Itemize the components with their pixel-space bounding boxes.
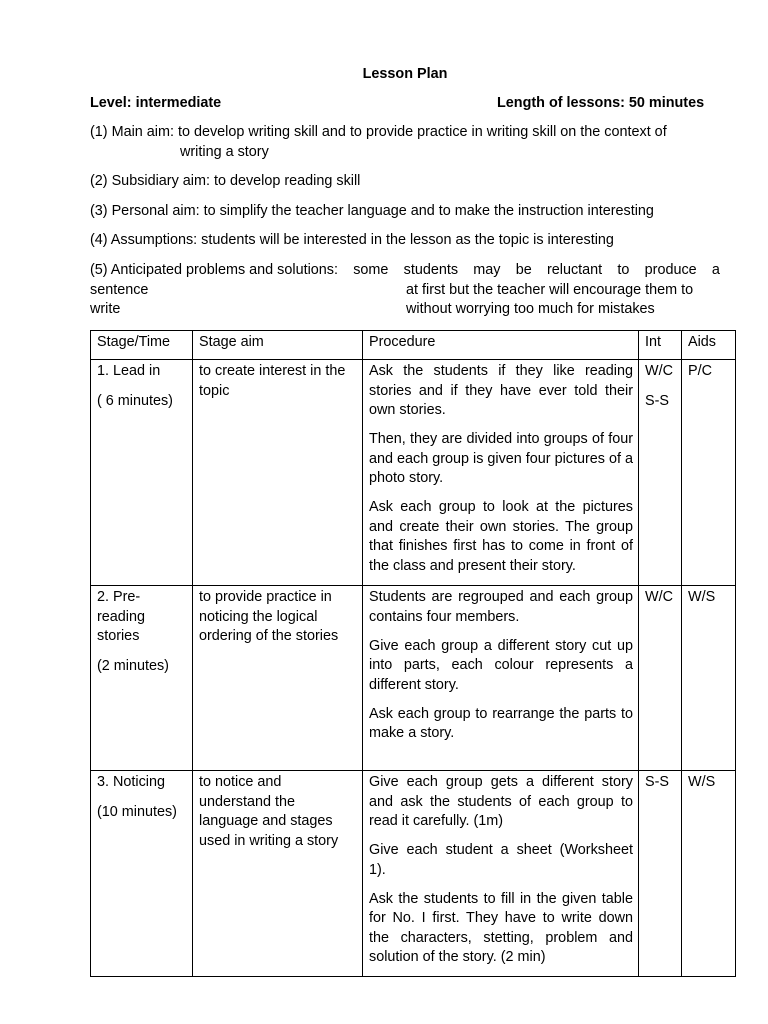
stage-name: 1. Lead in [97, 363, 161, 379]
procedure-step: Give each group a different story cut up into parts, each colour represents a different story. [369, 637, 633, 693]
aids-cell: P/C [682, 360, 736, 586]
anticipated-row-2-right: at first but the teacher will encourage them to [406, 281, 694, 298]
procedure-step: Students are regrouped and each group contains four members. [369, 589, 633, 625]
procedure-step: Give each group gets a different story and ask the students of each group to read it carefully. (1m) [369, 774, 633, 829]
stage-time: ( 6 minutes) [97, 392, 173, 409]
main-aim [90, 123, 730, 162]
header-aids: Aids [682, 331, 736, 360]
aids-cell: W/S [682, 771, 736, 977]
anticipated-word: be [515, 262, 532, 278]
page-title: Lesson Plan [362, 66, 448, 82]
subsidiary-aim: (2) Subsidiary aim: to develop reading skill [90, 173, 361, 189]
anticipated-row-1 [90, 261, 720, 281]
assumptions: (4) Assumptions: students will be interested in the lesson as the topic is interesting [90, 232, 614, 248]
personal-aim: (3) Personal aim: to simplify the teacher language and to make the instruction interesting [90, 203, 654, 219]
procedure-step: Ask each group to look at the pictures and create their own stories. The group that finishes first has to come in front of the class and present their story. [369, 499, 633, 574]
interaction-cell [639, 360, 682, 586]
anticipated-row-3 [90, 300, 720, 320]
anticipated-word: students [403, 262, 459, 278]
anticipated-row-2-left: sentence [90, 281, 149, 298]
interaction-value: W/C [645, 589, 673, 605]
table-header-row [91, 331, 736, 360]
anticipated-word: produce [644, 262, 697, 278]
stage-name: 3. Noticing [97, 774, 165, 790]
interaction-value: W/C [645, 363, 673, 379]
anticipated-row-2 [90, 281, 720, 301]
procedure-cell [363, 360, 639, 586]
stage-aim-cell: to create interest in the topic [193, 360, 363, 586]
stage-aim-cell: to provide practice in noticing the logical ordering of the stories [193, 586, 363, 771]
lesson-plan-table [90, 330, 736, 977]
stage-aim-cell: to notice and understand the language and stages used in writing a story [193, 771, 363, 977]
header-procedure: Procedure [363, 331, 639, 360]
anticipated-row-3-right: without worrying too much for mistakes [406, 301, 655, 317]
procedure-step: Give each student a sheet (Worksheet 1). [369, 842, 633, 878]
interaction-cell [639, 586, 682, 771]
main-aim-line-1: (1) Main aim: to develop writing skill and to provide practice in writing skill on the context of [90, 124, 667, 140]
stage-time: (2 minutes) [97, 657, 169, 674]
interaction-cell [639, 771, 682, 977]
anticipated-word: may [473, 262, 501, 278]
table-row [91, 586, 736, 771]
anticipated-word: a [711, 262, 720, 278]
stage-cell [91, 586, 193, 771]
stage-name: 2. Pre-reading stories [97, 589, 146, 644]
procedure-step: Ask the students to fill in the given table for No. I first. They have to write down the characters, stetting, problem and solution of the story. (2 min) [369, 890, 633, 965]
procedure-cell [363, 586, 639, 771]
anticipated-row-3-left: write [90, 301, 121, 317]
lesson-length-heading: Length of lessons: 50 minutes [497, 95, 705, 111]
header-interaction: Int [639, 331, 682, 360]
anticipated-word: to [617, 262, 630, 278]
procedure-step: Ask each group to rearrange the parts to make a story. [369, 705, 633, 741]
anticipated-word: (5) Anticipated problems and solutions: [90, 262, 338, 278]
header-stage-time: Stage/Time [91, 331, 193, 360]
aids-cell: W/S [682, 586, 736, 771]
interaction-value: S-S [645, 392, 669, 409]
table-row [91, 771, 736, 977]
main-aim-line-2: writing a story [180, 143, 269, 160]
anticipated-word: some [353, 262, 389, 278]
procedure-step: Ask the students if they like reading stories and if they have ever told their own stories. [369, 363, 633, 418]
interaction-value: S-S [645, 774, 669, 790]
header-stage-aim: Stage aim [193, 331, 363, 360]
procedure-cell [363, 771, 639, 977]
anticipated-problems [90, 261, 720, 320]
procedure-step: Then, they are divided into groups of four and each group is given four pictures of a photo story. [369, 431, 633, 486]
stage-time: (10 minutes) [97, 803, 177, 820]
level-heading: Level: intermediate [90, 95, 222, 111]
table-row [91, 360, 736, 586]
anticipated-word: reluctant [546, 262, 603, 278]
stage-cell [91, 771, 193, 977]
stage-cell [91, 360, 193, 586]
